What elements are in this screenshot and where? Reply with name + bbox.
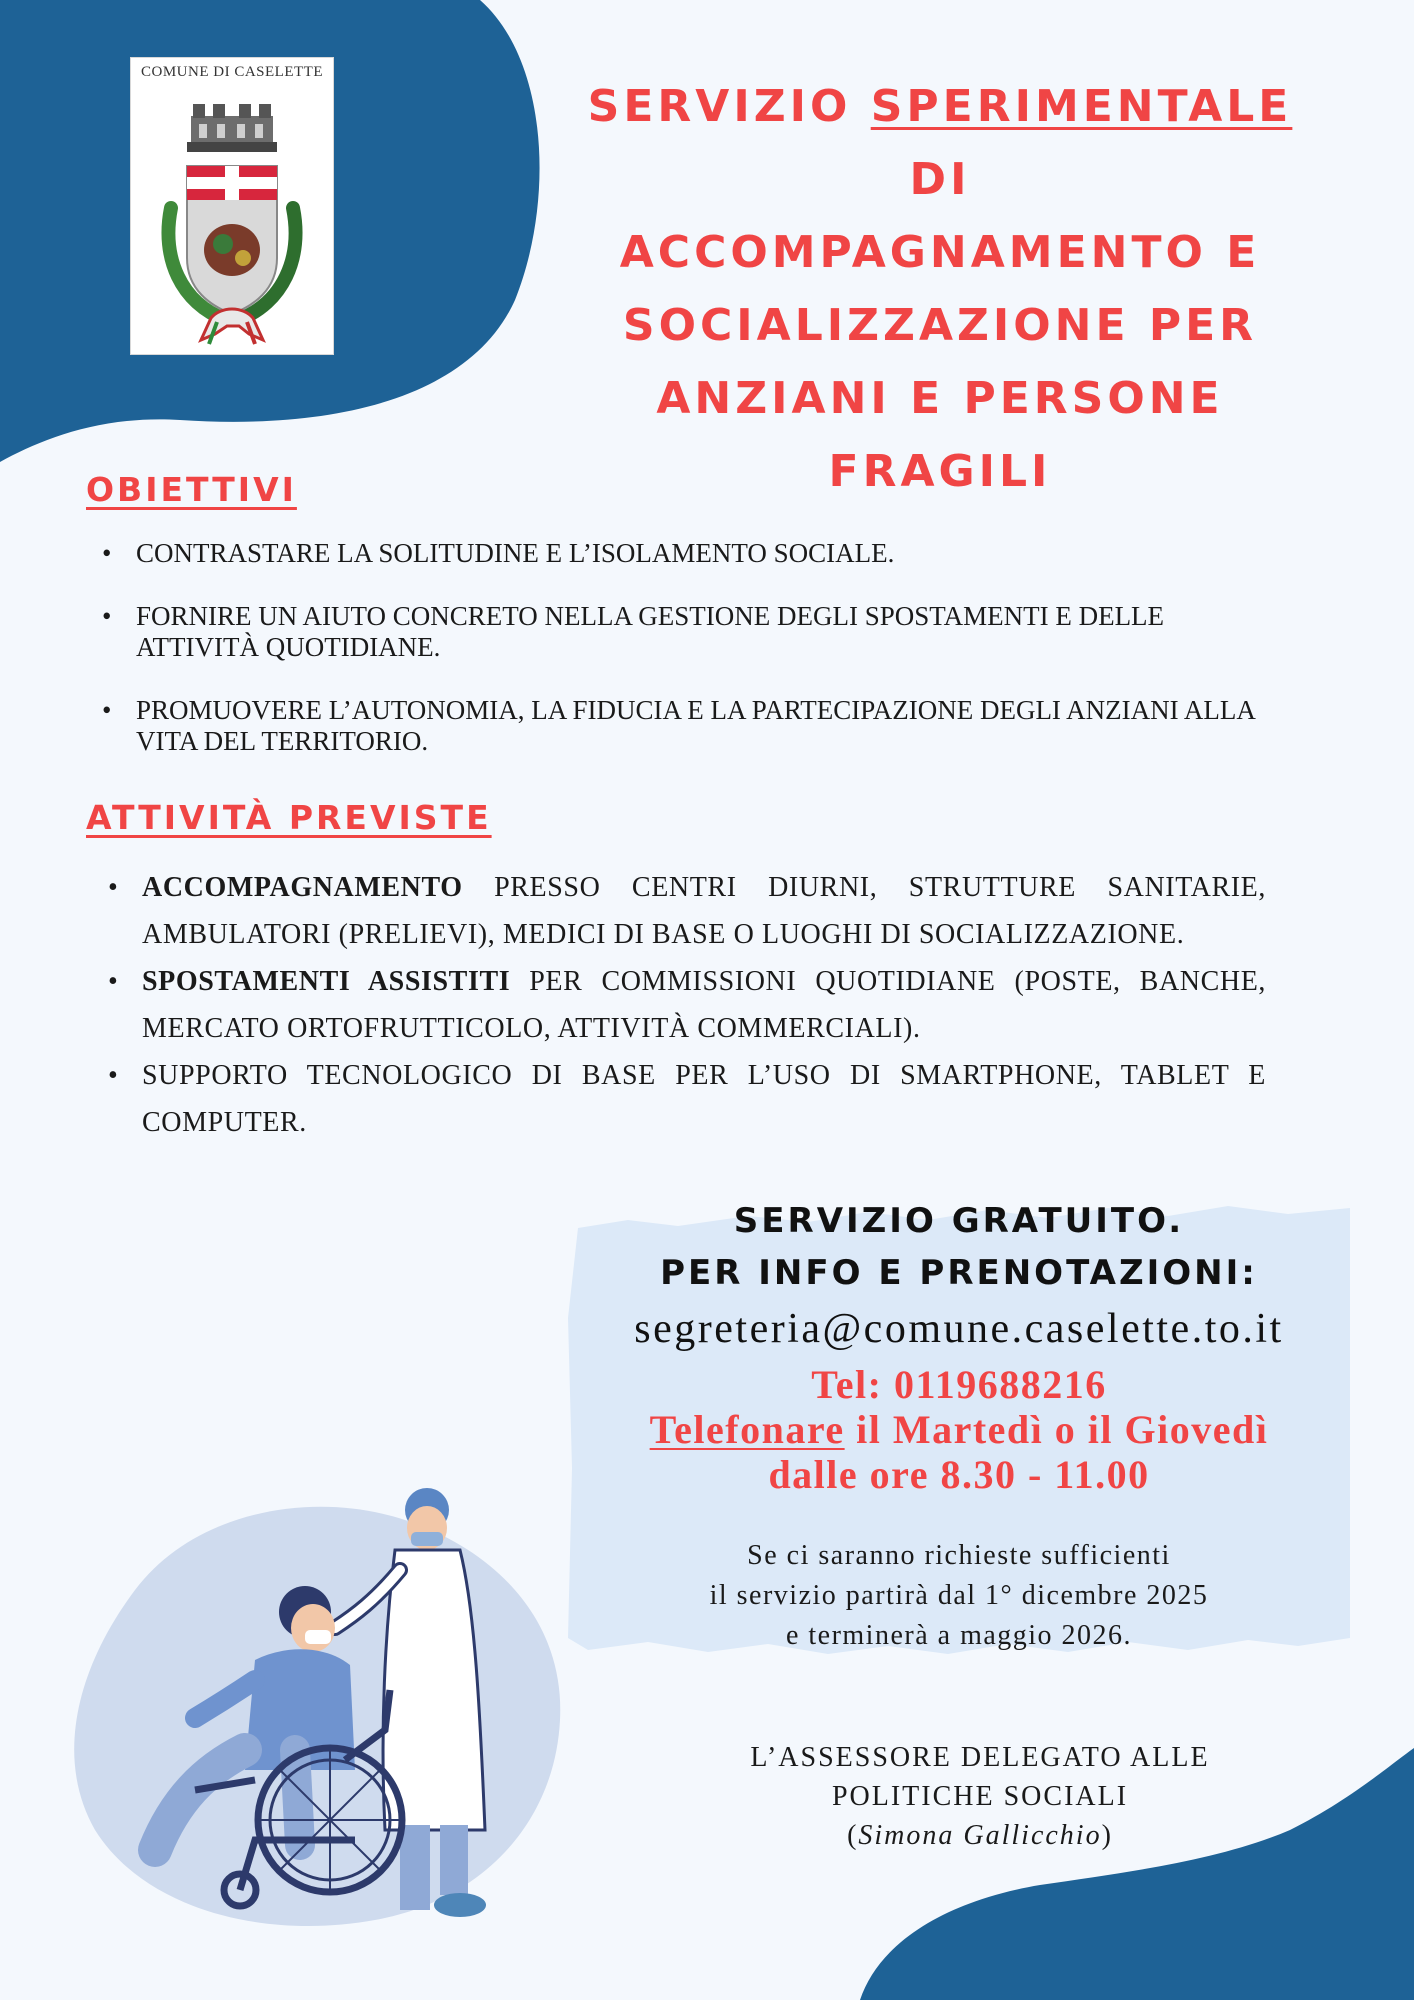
wheelchair-caregiver-illustration: [55, 1450, 575, 1930]
start-date-note: [568, 1536, 1350, 1656]
call-rest: il Martedì o il Giovedì: [844, 1407, 1269, 1452]
title-underlined-word: SPERIMENTALE: [870, 81, 1293, 132]
objective-item: • PROMUOVERE L’AUTONOMIA, LA FIDUCIA E LA PARTECIPAZIONE DEGLI ANZIANI ALLA VITA DEL TERRITORIO.: [100, 695, 1260, 757]
phone-info: [568, 1362, 1350, 1497]
activity-text: PRESSO CENTRI DIURNI, STRUTTURE SANITARIE, AMBULATORI (PRELIEVI), MEDICI DI BASE O LUOGHI DI SOCIALIZZAZIONE.: [142, 872, 1266, 950]
activity-item: [106, 1052, 1266, 1146]
title-line1-a: SERVIZIO: [587, 81, 871, 132]
objectives-list: [100, 538, 1260, 789]
activities-list: [106, 864, 1266, 1146]
title-line4: ANZIANI E PERSONE FRAGILI: [656, 373, 1224, 497]
note-line3: e terminerà a maggio 2026.: [785, 1620, 1133, 1651]
paren-close: ): [1101, 1820, 1113, 1851]
activity-text: SUPPORTO TECNOLOGICO DI BASE PER L’USO DI SMARTPHONE, TABLET E COMPUTER.: [142, 1060, 1266, 1138]
note-line1: Se ci saranno richieste sufficienti: [747, 1540, 1171, 1571]
page-title: [560, 70, 1320, 508]
signature-block: [600, 1738, 1360, 1855]
signature-line1: L’ASSESSORE DELEGATO ALLE: [750, 1742, 1210, 1773]
contact-email[interactable]: segreteria@comune.caselette.to.it: [634, 1306, 1284, 1352]
call-underlined: Telefonare: [649, 1407, 845, 1452]
logo-text: COMUNE DI CASELETTE: [141, 64, 323, 80]
activity-item: [106, 958, 1266, 1052]
activity-bold: SPOSTAMENTI ASSISTITI: [142, 966, 511, 997]
activity-item: [106, 864, 1266, 958]
activities-heading: ATTIVITÀ PREVISTE: [86, 798, 492, 837]
call-hours: dalle ore 8.30 - 11.00: [768, 1452, 1150, 1497]
activity-text: PER COMMISSIONI QUOTIDIANE (POSTE, BANCHE, MERCATO ORTOFRUTTICOLO, ATTIVITÀ COMMERCIALI).: [142, 966, 1266, 1044]
municipal-crest-logo: [130, 57, 334, 355]
title-line1-b: DI: [909, 154, 971, 205]
activity-bold: ACCOMPAGNAMENTO: [142, 872, 463, 903]
objective-item: • CONTRASTARE LA SOLITUDINE E L’ISOLAMENTO SOCIALE.: [100, 538, 1260, 569]
call-days: [568, 1407, 1350, 1452]
note-line2: il servizio partirà dal 1° dicembre 2025: [709, 1580, 1209, 1611]
signature-line2: POLITICHE SOCIALI: [831, 1781, 1129, 1812]
signature-name: Simona Gallicchio: [858, 1820, 1102, 1851]
signature-name-line: [600, 1816, 1360, 1855]
objectives-heading: OBIETTIVI: [86, 470, 297, 509]
title-line2: ACCOMPAGNAMENTO E: [619, 227, 1261, 278]
crest-icon: [131, 58, 333, 354]
free-line2: PER INFO E PRENOTAZIONI:: [660, 1253, 1258, 1293]
free-line1: SERVIZIO GRATUITO.: [733, 1201, 1185, 1241]
phone-number[interactable]: Tel: 0119688216: [811, 1362, 1107, 1407]
title-line3: SOCIALIZZAZIONE PER: [622, 300, 1258, 351]
paren-open: (: [847, 1820, 859, 1851]
free-service-heading: [568, 1195, 1350, 1299]
objective-item: • FORNIRE UN AIUTO CONCRETO NELLA GESTIONE DEGLI SPOSTAMENTI E DELLE ATTIVITÀ QUOTIDIANE.: [100, 601, 1260, 663]
